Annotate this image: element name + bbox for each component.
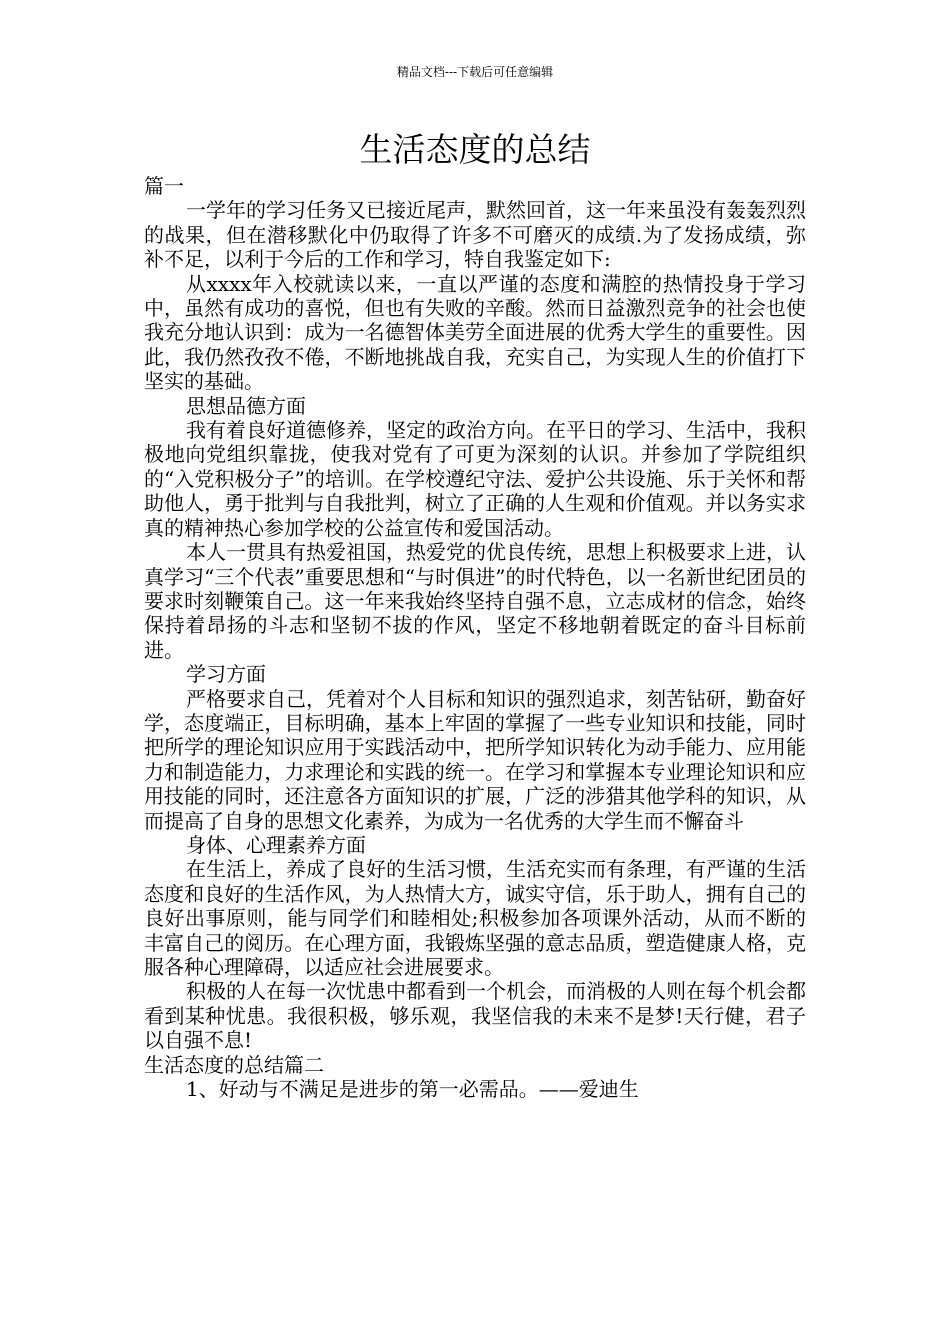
paragraph: 身体、心理素养方面 [186, 832, 366, 857]
paragraph: 思想品德方面 [186, 393, 306, 418]
paragraph: 我有着良好道德修养，坚定的政治方向。在平日的学习、生活中，我积极地向党组织靠拢，使我对党有了可更为深刻的认识。并参加了学院组织的“入党积极分子”的培训。在学校遵纪守法、爱护公共设施、乐于关怀和帮助他人，勇于批判与自我批判，树立了正确的人生观和价值观。并以务实求真的精神热心参加学校的公益宣传和爱国活动。 [144, 418, 806, 540]
paragraph: 1、好动与不满足是进步的第一必需品。——爱迪生 [186, 1077, 639, 1102]
paragraph: 积极的人在每一次忧患中都看到一个机会，而消极的人则在每个机会都看到某种忧患。我很积极，够乐观，我坚信我的未来不是梦!天行健，君子以自强不息! [144, 979, 806, 1053]
paragraph: 学习方面 [186, 662, 266, 687]
document-body [144, 174, 806, 1101]
paragraph: 篇一 [144, 174, 184, 198]
paragraph: 生活态度的总结篇二 [144, 1052, 324, 1077]
paragraph: 本人一贯具有热爱祖国，热爱党的优良传统，思想上积极要求上进，认真学习“三个代表”重要思想和“与时俱进”的时代特色，以一名新世纪团员的要求时刻鞭策自己。这一年来我始终坚持自强不息，立志成材的信念，始终保持着昂扬的斗志和坚韧不拔的作风，坚定不移地朝着既定的奋斗目标前进。 [144, 540, 806, 662]
paragraph: 严格要求自己，凭着对个人目标和知识的强烈追求，刻苦钻研，勤奋好学，态度端正，目标明确，基本上牢固的掌握了一些专业知识和技能，同时把所学的理论知识应用于实践活动中，把所学知识转化为动手能力、应用能力和制造能力，力求理论和实践的统一。在学习和掌握本专业理论知识和应用技能的同时，还注意各方面知识的扩展，广泛的涉猎其他学科的知识，从而提高了自身的思想文化素养，为成为一名优秀的大学生而不懈奋斗 [144, 686, 806, 833]
paragraph: 从xxxx年入校就读以来，一直以严谨的态度和满腔的热情投身于学习中，虽然有成功的喜悦，但也有失败的辛酸。然而日益激烈竞争的社会也使我充分地认识到：成为一名德智体美劳全面进展的优秀大学生的重要性。因此，我仍然孜孜不倦，不断地挑战自我，充实自己，为实现人生的价值打下坚实的基础。 [144, 271, 806, 394]
paragraph: 一学年的学习任务又已接近尾声，默然回首，这一年来虽没有轰轰烈烈的战果，但在潜移默化中仍取得了许多不可磨灭的成绩.为了发扬成绩，弥补不足，以利于今后的工作和学习，特自我鉴定如下: [144, 198, 806, 272]
paragraph: 在生活上，养成了良好的生活习惯，生活充实而有条理，有严谨的生活态度和良好的生活作风，为人热情大方，诚实守信，乐于助人，拥有自己的良好出事原则，能与同学们和睦相处;积极参加各项课外活动，从而不断的丰富自己的阅历。在心理方面，我锻炼坚强的意志品质，塑造健康人格，克服各种心理障碍，以适应社会进展要求。 [144, 857, 806, 979]
header-note: 精品文档---下载后可任意编辑 [396, 65, 554, 79]
document-title: 生活态度的总结 [359, 130, 591, 169]
